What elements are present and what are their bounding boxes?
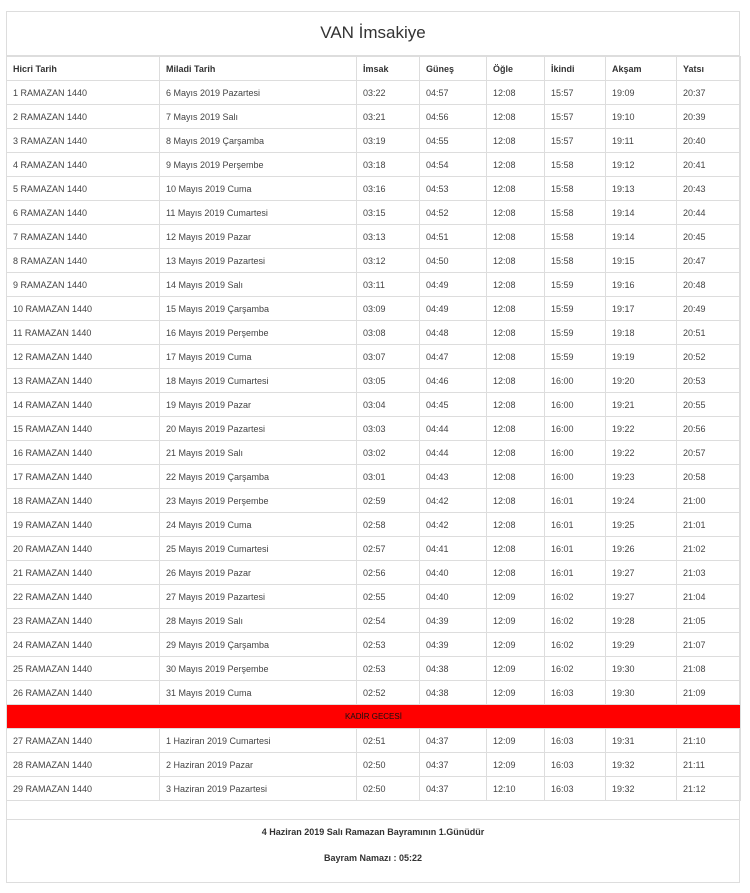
table-row (7, 441, 741, 465)
yatsi-time-cell: 20:58 (677, 465, 741, 489)
table-row (7, 225, 741, 249)
table-row (7, 321, 741, 345)
yatsi-time-cell: 21:11 (677, 753, 741, 777)
yatsi-time-cell: 20:41 (677, 153, 741, 177)
aksam-time-cell: 19:16 (606, 273, 677, 297)
yatsi-time-cell: 21:09 (677, 681, 741, 705)
imsak-time-cell: 03:07 (357, 345, 420, 369)
ogle-time-cell: 12:09 (487, 753, 545, 777)
miladi-date-cell: 23 Mayıs 2019 Perşembe (160, 489, 357, 513)
yatsi-time-cell: 20:37 (677, 81, 741, 105)
hicri-date-cell: 26 RAMAZAN 1440 (7, 681, 160, 705)
aksam-time-cell: 19:21 (606, 393, 677, 417)
ikindi-time-cell: 15:59 (545, 297, 606, 321)
aksam-time-cell: 19:14 (606, 225, 677, 249)
ogle-time-cell: 12:09 (487, 585, 545, 609)
ogle-time-cell: 12:08 (487, 369, 545, 393)
ikindi-time-cell: 16:00 (545, 369, 606, 393)
miladi-date-cell: 3 Haziran 2019 Pazartesi (160, 777, 357, 801)
table-header-row (7, 57, 741, 81)
yatsi-time-cell: 21:10 (677, 729, 741, 753)
imsak-time-cell: 03:09 (357, 297, 420, 321)
hicri-date-cell: 18 RAMAZAN 1440 (7, 489, 160, 513)
table-row (7, 729, 741, 753)
ikindi-time-cell: 15:58 (545, 225, 606, 249)
gunes-time-cell: 04:57 (420, 81, 487, 105)
gunes-time-cell: 04:49 (420, 297, 487, 321)
ogle-time-cell: 12:09 (487, 609, 545, 633)
miladi-date-cell: 31 Mayıs 2019 Cuma (160, 681, 357, 705)
miladi-date-cell: 1 Haziran 2019 Cumartesi (160, 729, 357, 753)
aksam-time-cell: 19:22 (606, 417, 677, 441)
table-row (7, 273, 741, 297)
ogle-time-cell: 12:09 (487, 681, 545, 705)
ikindi-time-cell: 16:00 (545, 465, 606, 489)
gunes-time-cell: 04:49 (420, 273, 487, 297)
ikindi-time-cell: 16:03 (545, 777, 606, 801)
imsak-time-cell: 03:18 (357, 153, 420, 177)
imsak-time-cell: 03:03 (357, 417, 420, 441)
ikindi-time-cell: 15:58 (545, 153, 606, 177)
hicri-date-cell: 4 RAMAZAN 1440 (7, 153, 160, 177)
ogle-time-cell: 12:08 (487, 345, 545, 369)
table-row (7, 585, 741, 609)
imsak-time-cell: 03:22 (357, 81, 420, 105)
gunes-time-cell: 04:42 (420, 513, 487, 537)
ogle-time-cell: 12:10 (487, 777, 545, 801)
ikindi-time-cell: 16:02 (545, 609, 606, 633)
yatsi-time-cell: 21:01 (677, 513, 741, 537)
miladi-date-cell: 13 Mayıs 2019 Pazartesi (160, 249, 357, 273)
hicri-date-cell: 19 RAMAZAN 1440 (7, 513, 160, 537)
ikindi-time-cell: 16:01 (545, 561, 606, 585)
ogle-time-cell: 12:08 (487, 105, 545, 129)
table-row (7, 369, 741, 393)
ikindi-time-cell: 15:59 (545, 321, 606, 345)
hicri-date-cell: 20 RAMAZAN 1440 (7, 537, 160, 561)
kadir-gecesi-label: KADİR GECESİ (7, 705, 741, 729)
gunes-time-cell: 04:41 (420, 537, 487, 561)
table-row (7, 129, 741, 153)
table-row (7, 345, 741, 369)
gunes-time-cell: 04:40 (420, 585, 487, 609)
col-header-aksam: Akşam (606, 57, 677, 81)
table-row (7, 177, 741, 201)
aksam-time-cell: 19:27 (606, 561, 677, 585)
imsak-time-cell: 02:54 (357, 609, 420, 633)
hicri-date-cell: 10 RAMAZAN 1440 (7, 297, 160, 321)
gunes-time-cell: 04:38 (420, 681, 487, 705)
aksam-time-cell: 19:22 (606, 441, 677, 465)
ogle-time-cell: 12:08 (487, 537, 545, 561)
miladi-date-cell: 10 Mayıs 2019 Cuma (160, 177, 357, 201)
miladi-date-cell: 14 Mayıs 2019 Salı (160, 273, 357, 297)
gunes-time-cell: 04:50 (420, 249, 487, 273)
ogle-time-cell: 12:08 (487, 417, 545, 441)
ikindi-time-cell: 16:01 (545, 513, 606, 537)
ikindi-time-cell: 15:59 (545, 345, 606, 369)
col-header-gunes: Güneş (420, 57, 487, 81)
hicri-date-cell: 8 RAMAZAN 1440 (7, 249, 160, 273)
ogle-time-cell: 12:08 (487, 489, 545, 513)
aksam-time-cell: 19:23 (606, 465, 677, 489)
imsak-time-cell: 02:50 (357, 753, 420, 777)
miladi-date-cell: 24 Mayıs 2019 Cuma (160, 513, 357, 537)
yatsi-time-cell: 20:44 (677, 201, 741, 225)
ikindi-time-cell: 16:00 (545, 393, 606, 417)
ikindi-time-cell: 16:03 (545, 729, 606, 753)
footer-divider (6, 797, 740, 820)
yatsi-time-cell: 21:07 (677, 633, 741, 657)
ogle-time-cell: 12:08 (487, 153, 545, 177)
miladi-date-cell: 15 Mayıs 2019 Çarşamba (160, 297, 357, 321)
table-body-after (7, 729, 741, 801)
ikindi-time-cell: 15:57 (545, 81, 606, 105)
ikindi-time-cell: 15:57 (545, 105, 606, 129)
kadir-gecesi-row (7, 705, 741, 729)
hicri-date-cell: 2 RAMAZAN 1440 (7, 105, 160, 129)
ikindi-time-cell: 16:02 (545, 585, 606, 609)
gunes-time-cell: 04:55 (420, 129, 487, 153)
aksam-time-cell: 19:19 (606, 345, 677, 369)
ogle-time-cell: 12:08 (487, 321, 545, 345)
imsak-time-cell: 03:13 (357, 225, 420, 249)
imsak-time-cell: 02:59 (357, 489, 420, 513)
gunes-time-cell: 04:46 (420, 369, 487, 393)
imsak-time-cell: 03:02 (357, 441, 420, 465)
hicri-date-cell: 14 RAMAZAN 1440 (7, 393, 160, 417)
yatsi-time-cell: 20:56 (677, 417, 741, 441)
gunes-time-cell: 04:42 (420, 489, 487, 513)
miladi-date-cell: 22 Mayıs 2019 Çarşamba (160, 465, 357, 489)
table-row (7, 513, 741, 537)
ogle-time-cell: 12:08 (487, 393, 545, 417)
gunes-time-cell: 04:37 (420, 777, 487, 801)
hicri-date-cell: 25 RAMAZAN 1440 (7, 657, 160, 681)
table-body (7, 81, 741, 705)
ogle-time-cell: 12:08 (487, 81, 545, 105)
imsak-time-cell: 03:08 (357, 321, 420, 345)
miladi-date-cell: 9 Mayıs 2019 Perşembe (160, 153, 357, 177)
ikindi-time-cell: 15:58 (545, 177, 606, 201)
aksam-time-cell: 19:10 (606, 105, 677, 129)
table-row (7, 609, 741, 633)
yatsi-time-cell: 21:00 (677, 489, 741, 513)
imsak-time-cell: 03:19 (357, 129, 420, 153)
imsak-time-cell: 03:04 (357, 393, 420, 417)
yatsi-time-cell: 20:53 (677, 369, 741, 393)
imsak-time-cell: 03:12 (357, 249, 420, 273)
aksam-time-cell: 19:18 (606, 321, 677, 345)
miladi-date-cell: 8 Mayıs 2019 Çarşamba (160, 129, 357, 153)
table-row (7, 417, 741, 441)
aksam-time-cell: 19:15 (606, 249, 677, 273)
gunes-time-cell: 04:56 (420, 105, 487, 129)
yatsi-time-cell: 21:08 (677, 657, 741, 681)
aksam-time-cell: 19:32 (606, 777, 677, 801)
miladi-date-cell: 17 Mayıs 2019 Cuma (160, 345, 357, 369)
ogle-time-cell: 12:08 (487, 249, 545, 273)
table-row (7, 297, 741, 321)
gunes-time-cell: 04:44 (420, 417, 487, 441)
ikindi-time-cell: 15:57 (545, 129, 606, 153)
hicri-date-cell: 17 RAMAZAN 1440 (7, 465, 160, 489)
miladi-date-cell: 28 Mayıs 2019 Salı (160, 609, 357, 633)
yatsi-time-cell: 21:04 (677, 585, 741, 609)
yatsi-time-cell: 20:48 (677, 273, 741, 297)
miladi-date-cell: 11 Mayıs 2019 Cumartesi (160, 201, 357, 225)
table-row (7, 249, 741, 273)
ogle-time-cell: 12:08 (487, 201, 545, 225)
yatsi-time-cell: 20:52 (677, 345, 741, 369)
imsak-time-cell: 03:11 (357, 273, 420, 297)
ikindi-time-cell: 16:02 (545, 657, 606, 681)
miladi-date-cell: 21 Mayıs 2019 Salı (160, 441, 357, 465)
yatsi-time-cell: 21:05 (677, 609, 741, 633)
hicri-date-cell: 16 RAMAZAN 1440 (7, 441, 160, 465)
imsakiye-table (6, 56, 741, 801)
imsak-time-cell: 03:16 (357, 177, 420, 201)
imsak-time-cell: 02:51 (357, 729, 420, 753)
yatsi-time-cell: 21:12 (677, 777, 741, 801)
yatsi-time-cell: 20:55 (677, 393, 741, 417)
table-row (7, 465, 741, 489)
miladi-date-cell: 6 Mayıs 2019 Pazartesi (160, 81, 357, 105)
imsak-time-cell: 02:55 (357, 585, 420, 609)
miladi-date-cell: 20 Mayıs 2019 Pazartesi (160, 417, 357, 441)
yatsi-time-cell: 21:02 (677, 537, 741, 561)
ogle-time-cell: 12:08 (487, 177, 545, 201)
aksam-time-cell: 19:14 (606, 201, 677, 225)
imsak-time-cell: 03:21 (357, 105, 420, 129)
ogle-time-cell: 12:08 (487, 561, 545, 585)
ogle-time-cell: 12:09 (487, 729, 545, 753)
yatsi-time-cell: 20:45 (677, 225, 741, 249)
ikindi-time-cell: 15:58 (545, 201, 606, 225)
aksam-time-cell: 19:20 (606, 369, 677, 393)
gunes-time-cell: 04:45 (420, 393, 487, 417)
ikindi-time-cell: 16:00 (545, 417, 606, 441)
aksam-time-cell: 19:17 (606, 297, 677, 321)
aksam-time-cell: 19:26 (606, 537, 677, 561)
aksam-time-cell: 19:12 (606, 153, 677, 177)
hicri-date-cell: 1 RAMAZAN 1440 (7, 81, 160, 105)
yatsi-time-cell: 20:47 (677, 249, 741, 273)
ikindi-time-cell: 16:01 (545, 489, 606, 513)
aksam-time-cell: 19:30 (606, 681, 677, 705)
aksam-time-cell: 19:28 (606, 609, 677, 633)
table-row (7, 489, 741, 513)
table-row (7, 201, 741, 225)
ikindi-time-cell: 15:58 (545, 249, 606, 273)
yatsi-time-cell: 20:43 (677, 177, 741, 201)
miladi-date-cell: 25 Mayıs 2019 Cumartesi (160, 537, 357, 561)
hicri-date-cell: 5 RAMAZAN 1440 (7, 177, 160, 201)
miladi-date-cell: 18 Mayıs 2019 Cumartesi (160, 369, 357, 393)
aksam-time-cell: 19:32 (606, 753, 677, 777)
aksam-time-cell: 19:11 (606, 129, 677, 153)
hicri-date-cell: 3 RAMAZAN 1440 (7, 129, 160, 153)
imsak-time-cell: 02:50 (357, 777, 420, 801)
ogle-time-cell: 12:08 (487, 465, 545, 489)
yatsi-time-cell: 20:40 (677, 129, 741, 153)
page-title: VAN İmsakiye (6, 11, 740, 56)
gunes-time-cell: 04:39 (420, 633, 487, 657)
imsak-time-cell: 03:01 (357, 465, 420, 489)
ikindi-time-cell: 15:59 (545, 273, 606, 297)
hicri-date-cell: 28 RAMAZAN 1440 (7, 753, 160, 777)
gunes-time-cell: 04:38 (420, 657, 487, 681)
miladi-date-cell: 16 Mayıs 2019 Perşembe (160, 321, 357, 345)
imsak-time-cell: 03:05 (357, 369, 420, 393)
hicri-date-cell: 27 RAMAZAN 1440 (7, 729, 160, 753)
table-row (7, 537, 741, 561)
gunes-time-cell: 04:40 (420, 561, 487, 585)
col-header-ogle: Öğle (487, 57, 545, 81)
table-row (7, 81, 741, 105)
hicri-date-cell: 21 RAMAZAN 1440 (7, 561, 160, 585)
table-row (7, 657, 741, 681)
aksam-time-cell: 19:13 (606, 177, 677, 201)
gunes-time-cell: 04:37 (420, 753, 487, 777)
table-row (7, 153, 741, 177)
ikindi-time-cell: 16:01 (545, 537, 606, 561)
miladi-date-cell: 29 Mayıs 2019 Çarşamba (160, 633, 357, 657)
miladi-date-cell: 30 Mayıs 2019 Perşembe (160, 657, 357, 681)
imsak-time-cell: 02:53 (357, 633, 420, 657)
imsak-time-cell: 02:58 (357, 513, 420, 537)
hicri-date-cell: 22 RAMAZAN 1440 (7, 585, 160, 609)
ikindi-time-cell: 16:02 (545, 633, 606, 657)
hicri-date-cell: 7 RAMAZAN 1440 (7, 225, 160, 249)
gunes-time-cell: 04:44 (420, 441, 487, 465)
table-row (7, 681, 741, 705)
aksam-time-cell: 19:31 (606, 729, 677, 753)
yatsi-time-cell: 20:57 (677, 441, 741, 465)
aksam-time-cell: 19:27 (606, 585, 677, 609)
table-row (7, 393, 741, 417)
col-header-yatsi: Yatsı (677, 57, 741, 81)
miladi-date-cell: 2 Haziran 2019 Pazar (160, 753, 357, 777)
hicri-date-cell: 23 RAMAZAN 1440 (7, 609, 160, 633)
gunes-time-cell: 04:54 (420, 153, 487, 177)
ikindi-time-cell: 16:03 (545, 681, 606, 705)
bayram-note: 4 Haziran 2019 Salı Ramazan Bayramının 1.Günüdür (261, 827, 485, 837)
gunes-time-cell: 04:43 (420, 465, 487, 489)
gunes-time-cell: 04:51 (420, 225, 487, 249)
ogle-time-cell: 12:08 (487, 225, 545, 249)
ikindi-time-cell: 16:03 (545, 753, 606, 777)
miladi-date-cell: 7 Mayıs 2019 Salı (160, 105, 357, 129)
ogle-time-cell: 12:08 (487, 129, 545, 153)
ogle-time-cell: 12:08 (487, 297, 545, 321)
aksam-time-cell: 19:29 (606, 633, 677, 657)
col-header-imsak: İmsak (357, 57, 420, 81)
table-row (7, 561, 741, 585)
col-header-hicri: Hicri Tarih (7, 57, 160, 81)
yatsi-time-cell: 20:39 (677, 105, 741, 129)
hicri-date-cell: 24 RAMAZAN 1440 (7, 633, 160, 657)
bayram-prayer-time: Bayram Namazı : 05:22 (323, 853, 423, 863)
ogle-time-cell: 12:09 (487, 657, 545, 681)
miladi-date-cell: 19 Mayıs 2019 Pazar (160, 393, 357, 417)
hicri-date-cell: 29 RAMAZAN 1440 (7, 777, 160, 801)
yatsi-time-cell: 21:03 (677, 561, 741, 585)
aksam-time-cell: 19:24 (606, 489, 677, 513)
table-row (7, 753, 741, 777)
imsak-time-cell: 02:57 (357, 537, 420, 561)
col-header-miladi: Miladi Tarih (160, 57, 357, 81)
gunes-time-cell: 04:37 (420, 729, 487, 753)
ogle-time-cell: 12:08 (487, 273, 545, 297)
hicri-date-cell: 15 RAMAZAN 1440 (7, 417, 160, 441)
aksam-time-cell: 19:25 (606, 513, 677, 537)
miladi-date-cell: 26 Mayıs 2019 Pazar (160, 561, 357, 585)
gunes-time-cell: 04:48 (420, 321, 487, 345)
hicri-date-cell: 9 RAMAZAN 1440 (7, 273, 160, 297)
gunes-time-cell: 04:47 (420, 345, 487, 369)
table-row (7, 633, 741, 657)
ogle-time-cell: 12:08 (487, 441, 545, 465)
gunes-time-cell: 04:53 (420, 177, 487, 201)
ikindi-time-cell: 16:00 (545, 441, 606, 465)
ogle-time-cell: 12:09 (487, 633, 545, 657)
aksam-time-cell: 19:30 (606, 657, 677, 681)
imsak-time-cell: 02:53 (357, 657, 420, 681)
imsak-time-cell: 02:56 (357, 561, 420, 585)
gunes-time-cell: 04:52 (420, 201, 487, 225)
imsak-time-cell: 02:52 (357, 681, 420, 705)
hicri-date-cell: 11 RAMAZAN 1440 (7, 321, 160, 345)
table-row (7, 105, 741, 129)
hicri-date-cell: 13 RAMAZAN 1440 (7, 369, 160, 393)
aksam-time-cell: 19:09 (606, 81, 677, 105)
miladi-date-cell: 27 Mayıs 2019 Pazartesi (160, 585, 357, 609)
hicri-date-cell: 12 RAMAZAN 1440 (7, 345, 160, 369)
gunes-time-cell: 04:39 (420, 609, 487, 633)
ogle-time-cell: 12:08 (487, 513, 545, 537)
col-header-ikindi: İkindi (545, 57, 606, 81)
imsak-time-cell: 03:15 (357, 201, 420, 225)
yatsi-time-cell: 20:51 (677, 321, 741, 345)
miladi-date-cell: 12 Mayıs 2019 Pazar (160, 225, 357, 249)
hicri-date-cell: 6 RAMAZAN 1440 (7, 201, 160, 225)
yatsi-time-cell: 20:49 (677, 297, 741, 321)
